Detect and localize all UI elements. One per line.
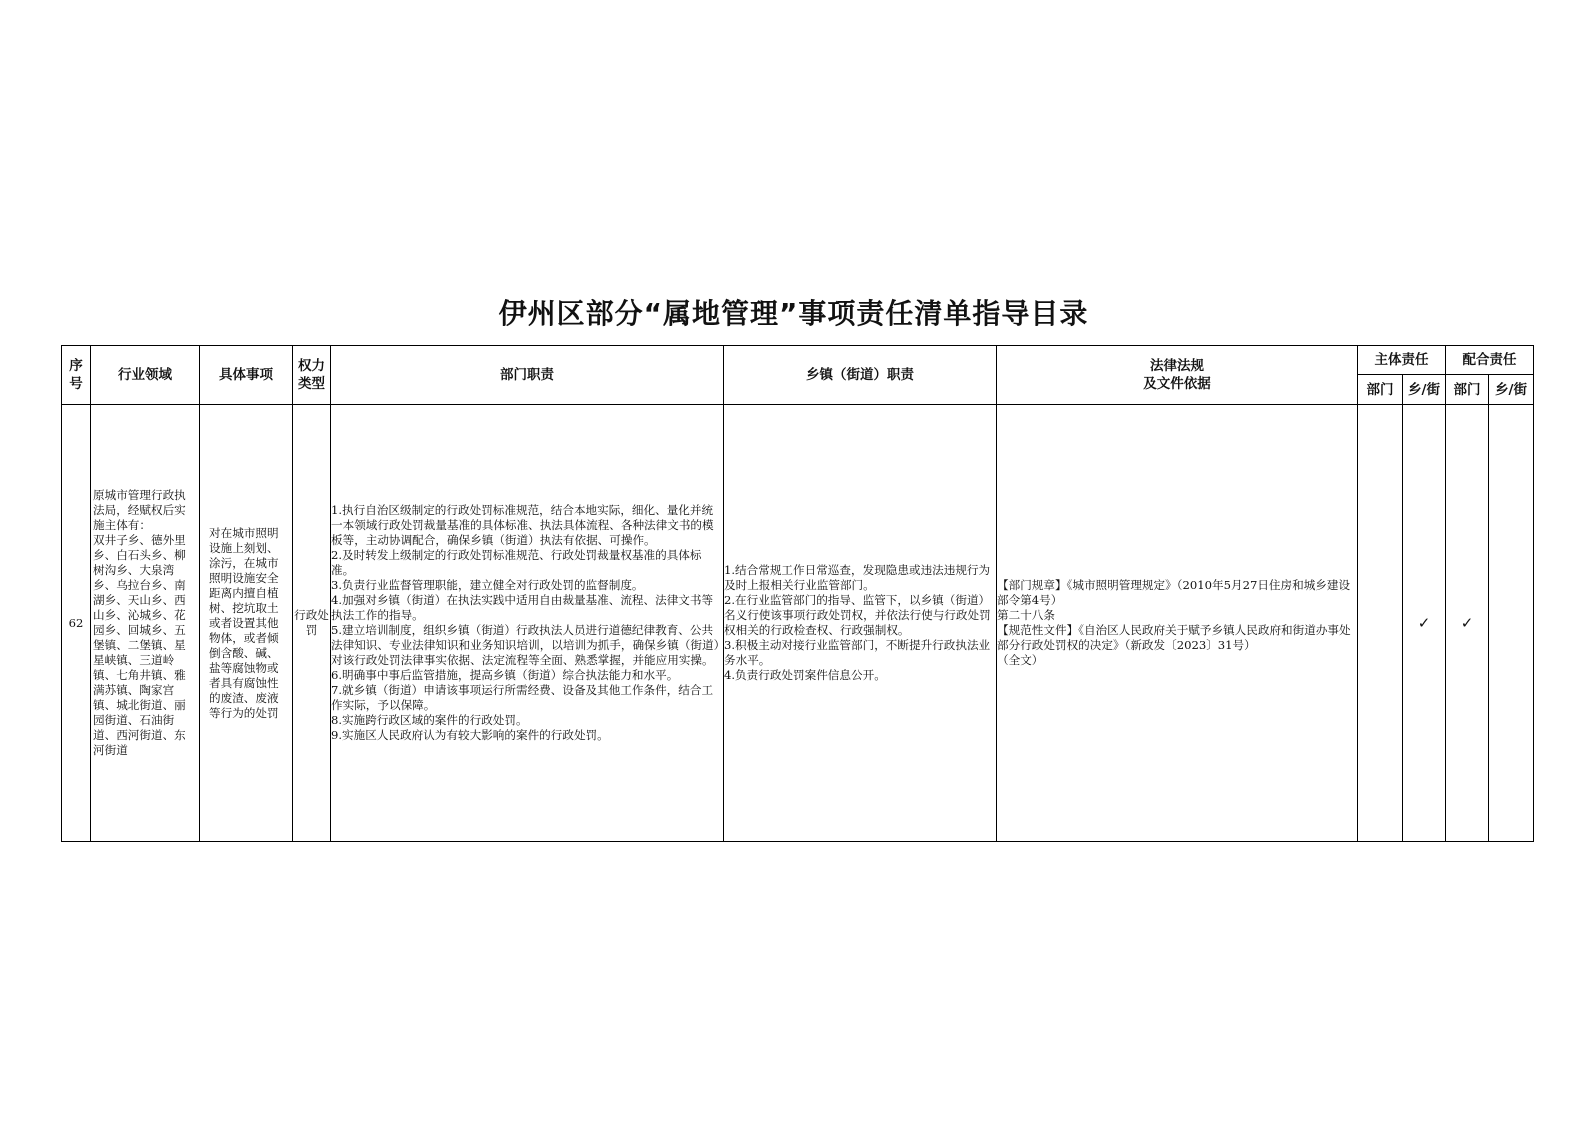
- header-coop-town: 乡/街: [1489, 375, 1534, 405]
- header-no: 序 号: [62, 346, 91, 405]
- header-main-town: 乡/街: [1403, 375, 1446, 405]
- row-dept-duty: 1.执行自治区级制定的行政处罚标准规范，结合本地实际，细化、量化并统一本领域行政处罚裁量基准的具体标准、执法具体流程、各种法律文书的模板等，主动协调配合，确保乡镇（街道）执法有依据、可操作。 2.及时转发上级制定的行政处罚标准规范、行政处罚裁量权基准的具体标准。 3.负责行业监督管理职能，建立健全对行政处罚的监督制度。 4.加强对乡镇（街道）在执法实践中适用自由裁量基准、流程、法律文书等执法工作的指导。 5.建立培训制度，组织乡镇（街道）行政执法人员进行道德纪律教育、公共法律知识、专业法律知识和业务知识培训，以培训为抓手，确保乡镇（街道）对该行政处罚法律事实依据、法定流程等全面、熟悉掌握，并能应用实操。 6.明确事中事后监管措施，提高乡镇（街道）综合执法能力和水平。 7.就乡镇（街道）申请该事项运行所需经费、设备及其他工作条件，结合工作实际，予以保障。 8.实施跨行政区域的案件的行政处罚。 9.实施区人民政府认为有较大影响的案件的行政处罚。: [331, 405, 724, 842]
- row-domain: 原城市管理行政执法局，经赋权后实施主体有： 双井子乡、德外里乡、白石头乡、柳树沟乡、大泉湾乡、乌拉台乡、南湖乡、天山乡、西山乡、沁城乡、花园乡、回城乡、五堡镇、二堡镇、星星峡镇、三道岭镇、七角井镇、雅满苏镇、陶家宫镇、城北街道、丽园街道、石油街道、西河街道、东河街道: [91, 405, 200, 842]
- header-town-duty: 乡镇（街道）职责: [724, 346, 997, 405]
- header-coop-responsibility: 配合责任: [1446, 346, 1534, 375]
- table-row: [62, 405, 1534, 842]
- responsibility-table: [61, 345, 1534, 842]
- header-item: 具体事项: [200, 346, 293, 405]
- row-item: 对在城市照明设施上刻划、涂污，在城市照明设施安全距离内擅自植树、挖坑取土或者设置其他物体，或者倾倒含酸、碱、盐等腐蚀物或者具有腐蚀性的废渣、废液等行为的处罚: [200, 405, 293, 842]
- row-main-dept: [1358, 405, 1403, 842]
- document-title: 伊州区部分“属地管理”事项责任清单指导目录: [498, 297, 1089, 330]
- row-power-type: 行政处罚: [293, 405, 331, 842]
- row-no: 62: [62, 405, 91, 842]
- header-domain: 行业领域: [91, 346, 200, 405]
- header-main-dept: 部门: [1358, 375, 1403, 405]
- header-coop-dept: 部门: [1446, 375, 1489, 405]
- row-main-town-check: ✓: [1403, 405, 1446, 842]
- header-legal-basis: 法律法规 及文件依据: [997, 346, 1358, 405]
- row-coop-dept-check: ✓: [1446, 405, 1489, 842]
- header-power-type: 权力 类型: [293, 346, 331, 405]
- row-legal-basis: 【部门规章】《城市照明管理规定》（2010年5月27日住房和城乡建设部令第4号） 第二十八条 【规范性文件】《自治区人民政府关于赋予乡镇人民政府和街道办事处部分行政处罚权的决定》（新政发〔2023〕31号） （全文）: [997, 405, 1358, 842]
- header-dept-duty: 部门职责: [331, 346, 724, 405]
- header-main-responsibility: 主体责任: [1358, 346, 1446, 375]
- row-town-duty: 1.结合常规工作日常巡查，发现隐患或违法违规行为及时上报相关行业监管部门。 2.在行业监管部门的指导、监管下，以乡镇（街道）名义行使该事项行政处罚权，并依法行使与行政处罚权相关的行政检查权、行政强制权。 3.积极主动对接行业监管部门，不断提升行政执法业务水平。 4.负责行政处罚案件信息公开。: [724, 405, 997, 842]
- row-coop-town: [1489, 405, 1534, 842]
